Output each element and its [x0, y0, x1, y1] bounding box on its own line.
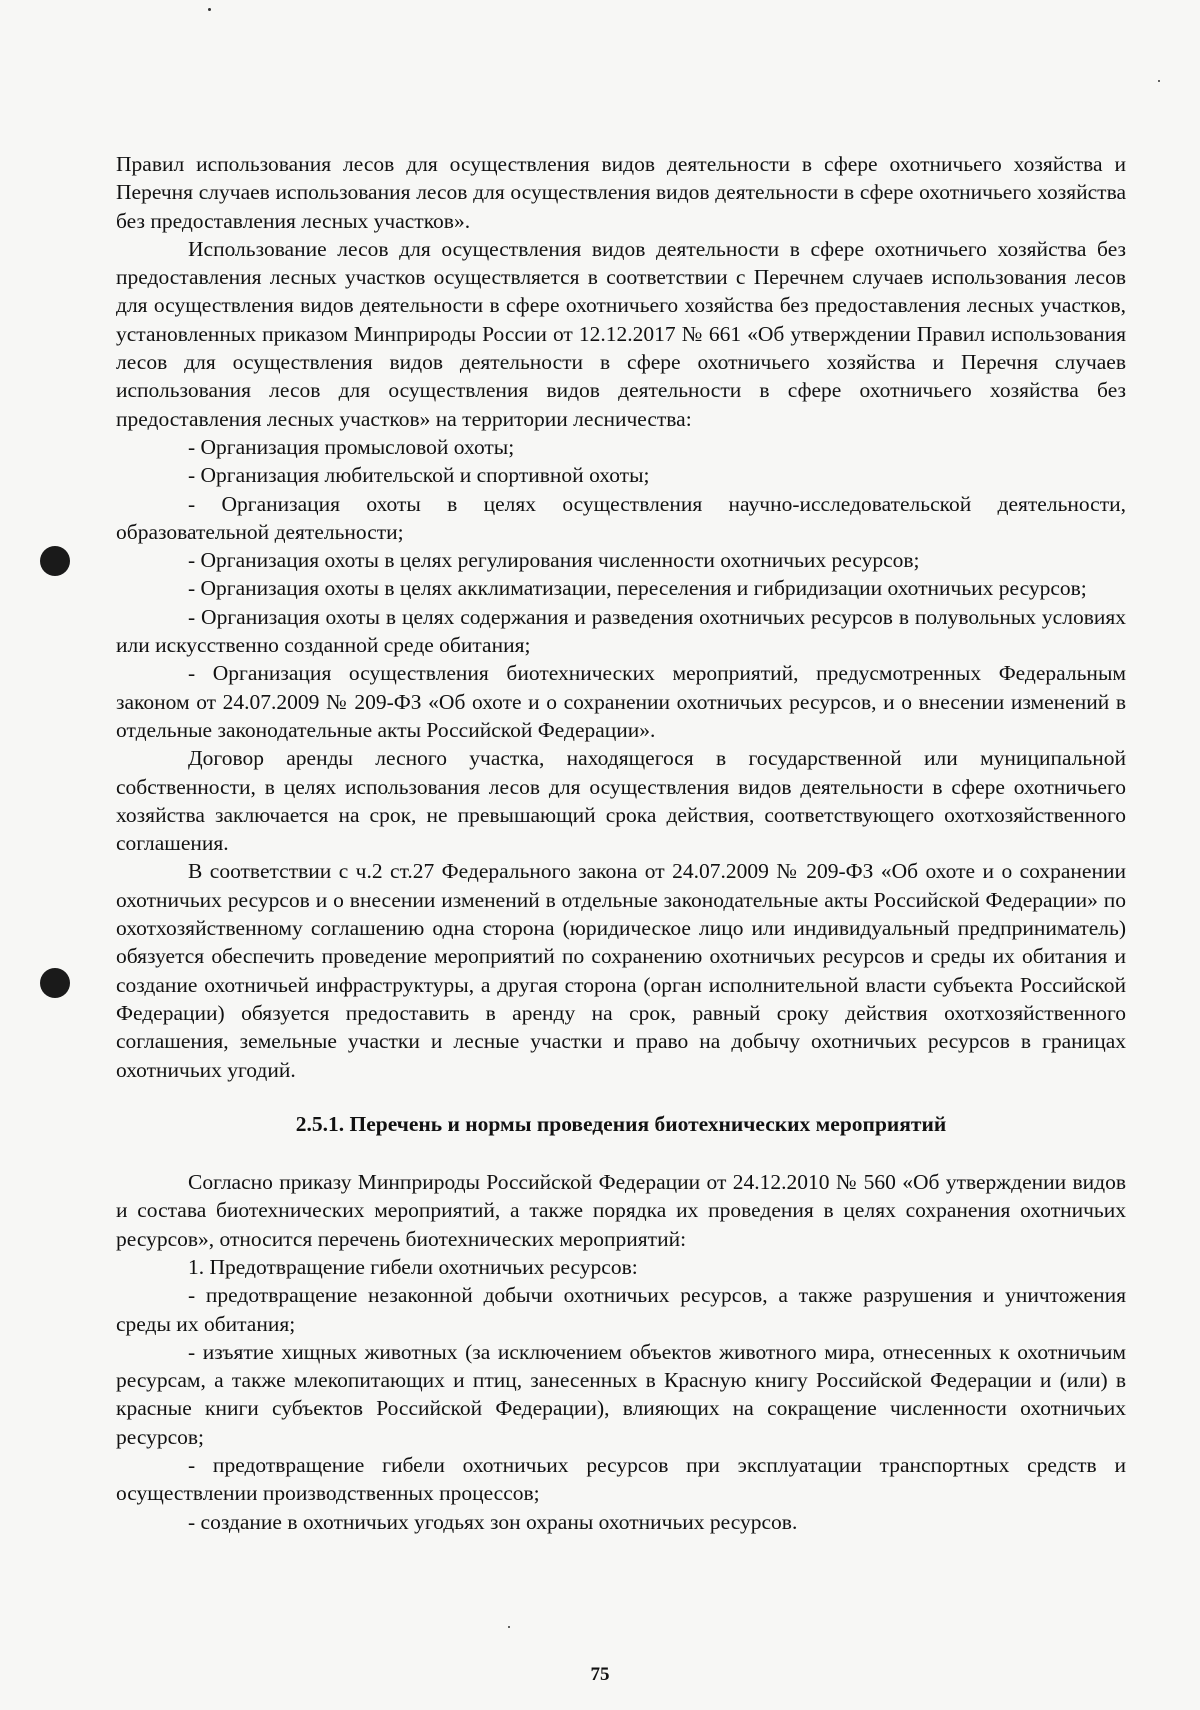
- section-heading: 2.5.1. Перечень и нормы проведения биотехнических мероприятий: [295, 1111, 947, 1136]
- list-item: - Организация любительской и спортивной охоты;: [188, 463, 650, 488]
- list-item: - предотвращение незаконной добычи охотничьих ресурсов, а также разрушения и уничтожения среды их обитания;: [116, 1283, 1126, 1336]
- paragraph: Согласно приказу Минприроды Российской Федерации от 24.12.2010 № 560 «Об утверждении видов и состава биотехнических мероприятий, а также порядка их проведения в целях сохранения охотничьих ресурсов», относится перечень биотехнических мероприятий:: [116, 1170, 1126, 1251]
- punch-hole-bottom: [40, 968, 70, 998]
- list-item: - Организация охоты в целях содержания и разведения охотничьих ресурсов в полувольных условиях или искусственно созданной среде обитания;: [116, 604, 1126, 658]
- document-body: [116, 150, 1126, 1536]
- list-item: - предотвращение гибели охотничьих ресурсов при эксплуатации транспортных средств и осуществлении производственных процессов;: [116, 1453, 1126, 1506]
- punch-hole-top: [40, 546, 70, 576]
- list-item: 1. Предотвращение гибели охотничьих ресурсов:: [188, 1254, 638, 1279]
- paragraph: Использование лесов для осуществления видов деятельности в сфере охотничьего хозяйства без предоставления лесных участков осуществляется в соответствии с Перечнем случаев использования лесов для осуществления видов деятельности в сфере охотничьего хозяйства без предоставления лесных участков, установленных приказом Минприроды России от 12.12.2017 № 661 «Об утверждении Правил использования лесов для осуществления видов деятельности в сфере охотничьего хозяйства и Перечня случаев использования лесов для осуществления видов деятельности в сфере охотничьего хозяйства без предоставления лесных участков» на территории лесничества:: [116, 236, 1126, 431]
- scan-speck: [208, 8, 211, 11]
- list-item: - создание в охотничьих угодьях зон охраны охотничьих ресурсов.: [188, 1509, 798, 1534]
- paragraph: В соответствии с ч.2 ст.27 Федерального закона от 24.07.2009 № 209-ФЗ «Об охоте и о сохранении охотничьих ресурсов и о внесении изменений в отдельные законодательные акты Российской Федерации» по охотхозяйственному соглашению одна сторона (юридическое лицо или индивидуальный предприниматель) обязуется обеспечить проведение мероприятий по сохранению охотничьих ресурсов и среды их обитания и создание охотничьей инфраструктуры, а другая сторона (орган исполнительной власти субъекта Российской Федерации) обязуется предоставить в аренду на срок, равный сроку действия охотхозяйственного соглашения, земельные участки и лесные участки и право на добычу охотничьих ресурсов в границах охотничьих угодий.: [116, 859, 1126, 1082]
- list-item: - Организация осуществления биотехнических мероприятий, предусмотренных Федеральным законом от 24.07.2009 № 209-ФЗ «Об охоте и о сохранении охотничьих ресурсов, и о внесении изменений в отдельные законодательные акты Российской Федерации».: [116, 661, 1126, 742]
- scan-speck: [508, 1626, 510, 1628]
- scan-speck: [1158, 80, 1160, 82]
- list-item: - Организация промысловой охоты;: [188, 434, 515, 459]
- list-item: - изъятие хищных животных (за исключением объектов животного мира, отнесенных к охотничьим ресурсам, а также млекопитающих и птиц, занесенных в Красную книгу Российской Федерации и (или) в красные книги субъектов Российской Федерации), влияющих на сокращение численности охотничьих ресурсов;: [116, 1339, 1126, 1449]
- list-item: - Организация охоты в целях регулирования численности охотничьих ресурсов;: [188, 548, 920, 573]
- paragraph: Правил использования лесов для осуществления видов деятельности в сфере охотничьего хозяйства и Перечня случаев использования лесов для осуществления видов деятельности в сфере охотничьего хозяйства без предоставления лесных участков».: [116, 152, 1126, 233]
- list-item: - Организация охоты в целях акклиматизации, переселения и гибридизации охотничьих ресурсов;: [188, 576, 1087, 601]
- list-item: - Организация охоты в целях осуществления научно-исследовательской деятельности, образовательной деятельности;: [116, 491, 1126, 544]
- paragraph: Договор аренды лесного участка, находящегося в государственной или муниципальной собственности, в целях использования лесов для осуществления видов деятельности в сфере охотничьего хозяйства заключается на срок, не превышающий срока действия, соответствующего охотхозяйственного соглашения.: [116, 746, 1126, 856]
- page-number: 75: [590, 1664, 610, 1685]
